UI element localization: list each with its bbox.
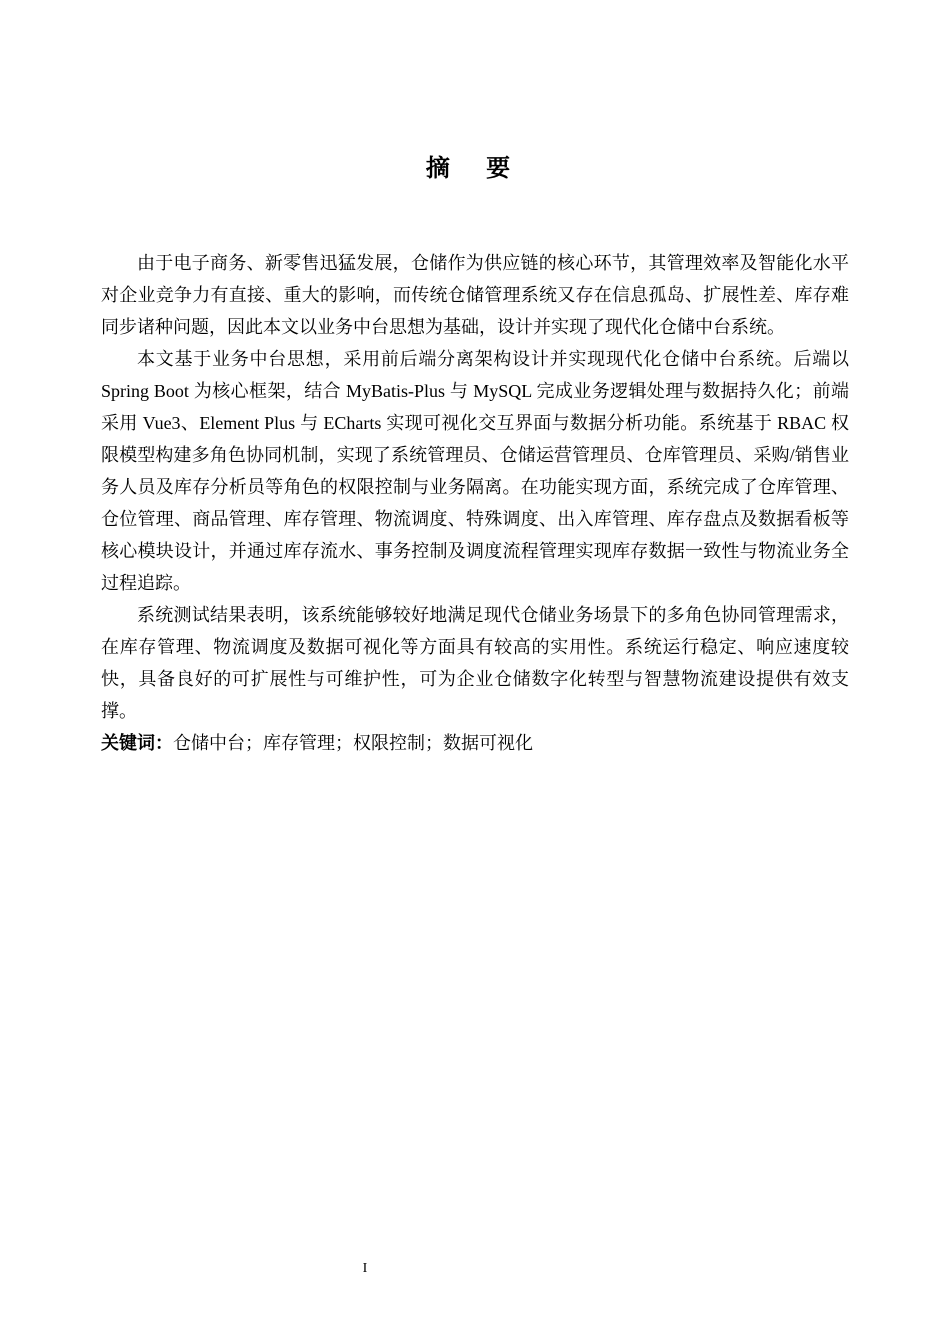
abstract-paragraph-1: 由于电子商务、新零售迅猛发展，仓储作为供应链的核心环节，其管理效率及智能化水平对企业竞争力有直接、重大的影响，而传统仓储管理系统又存在信息孤岛、扩展性差、库存难同步诸种问题，因此本文以业务中台思想为基础，设计并实现了现代化仓储中台系统。 xyxy=(101,253,849,337)
abstract-title: 摘 要 xyxy=(425,153,525,182)
page-number: I xyxy=(362,1261,368,1276)
keywords-label: 关键词： xyxy=(101,733,173,753)
keywords-line xyxy=(101,727,849,759)
abstract-paragraph-3: 系统测试结果表明，该系统能够较好地满足现代仓储业务场景下的多角色协同管理需求，在库存管理、物流调度及数据可视化等方面具有较高的实用性。系统运行稳定、响应速度较快，具备良好的可扩展性与可维护性，可为企业仓储数字化转型与智慧物流建设提供有效支撑。 xyxy=(101,605,849,721)
keywords-text: 仓储中台；库存管理；权限控制；数据可视化 xyxy=(173,733,533,753)
abstract-paragraph-2: 本文基于业务中台思想，采用前后端分离架构设计并实现现代化仓储中台系统。后端以 Spring Boot 为核心框架，结合 MyBatis-Plus 与 MySQL 完成业务逻辑处理与数据持久化；前端采用 Vue3、Element Plus 与 ECharts 实现可视化交互界面与数据分析功能。系统基于 RBAC 权限模型构建多角色协同机制，实现了系统管理员、仓储运营管理员、仓库管理员、采购/销售业务人员及库存分析员等角色的权限控制与业务隔离。在功能实现方面，系统完成了仓库管理、仓位管理、商品管理、库存管理、物流调度、特殊调度、出入库管理、库存盘点及数据看板等核心模块设计，并通过库存流水、事务控制及调度流程管理实现库存数据一致性与物流业务全过程追踪。 xyxy=(101,349,849,593)
abstract-body xyxy=(101,247,849,759)
